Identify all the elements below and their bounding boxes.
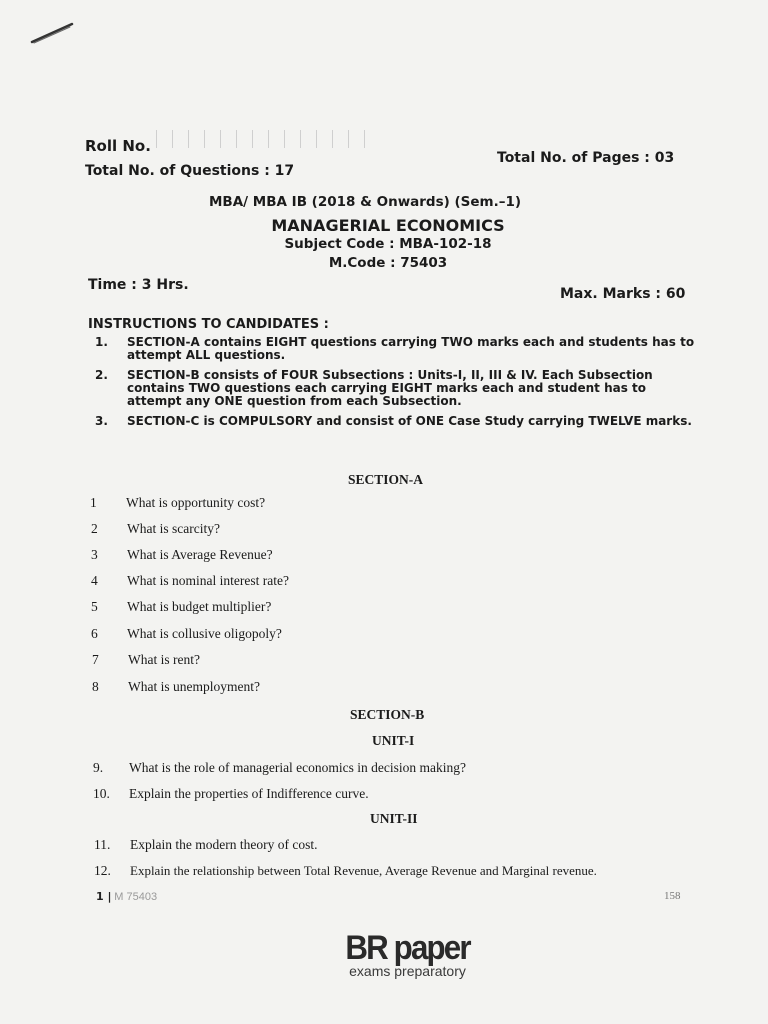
total-pages: Total No. of Pages : 03 [497, 150, 675, 166]
page-footer-left [96, 890, 157, 903]
total-questions: Total No. of Questions : 17 [85, 163, 295, 179]
page-number: 1 | [96, 890, 112, 903]
br-paper-logo [335, 931, 480, 979]
instruction-item: 3. SECTION-C is COMPULSORY and consist of ONE Case Study carrying TWELVE marks. [95, 414, 692, 428]
instruction-item: 1. SECTION-A contains EIGHT questions carrying TWO marks each and students has to attempt ALL questions. [95, 335, 695, 362]
section-a-heading: SECTION-A [348, 472, 424, 487]
logo-main-text: BR paper [345, 929, 470, 967]
exam-paper-page: Roll No. Total No. of Questions : 17 Total No. of Pages : 03 MBA/ MBA IB (2018 & Onwards) (Sem.–1) MANAGERIAL ECONOMICS Subject Code : MBA-102-18 M.Code : 75403 Time : 3 Hrs. Max. Marks : 60 INSTRUCTIONS TO CANDIDATES : 1. SECTION-A contains EIGHT questions carrying TWO marks each and students has to attempt ALL questions. 2. SECTION-B consists of FOUR Subsections : Units-I, II, III & IV. Each Subsection contains TWO questions each carrying EIGHT marks each and student has to attempt any ONE question from each Subsection. 3. SECTION-C is COMPULSORY and consist of ONE Case Study carrying TWELVE marks. SECTION-A 1 What is opportunity cost? 2 What is scarcity? 3 What is Average Revenue? 4 What is nominal interest rate? 5 What is budget multiplier? 6 What is collusive oligopoly? 7 What is rent? 8 What is unemployment? SECTION-B UNIT-I 9. What is the role of managerial economics in decision making? 10. Explain the properties of Indifference curve. UNIT-II 11. Explain the modern theory of cost. 12. Explain the relationship between Total Revenue, Average Revenue and Marginal revenue. 1 | M 75403 158 BR paper exams preparatory [0, 0, 768, 1024]
logo-sub-text: exams preparatory [349, 963, 466, 979]
roll-no-boxes [156, 130, 365, 148]
exam-time: Time : 3 Hrs. [88, 277, 189, 293]
footer-m-code: M 75403 [114, 891, 158, 903]
m-code: M.Code : 75403 [328, 255, 448, 271]
max-marks: Max. Marks : 60 [560, 286, 686, 302]
instruction-item: 2. SECTION-B consists of FOUR Subsections : Units-I, II, III & IV. Each Subsection contains TWO questions each carrying EIGHT marks each and student has to attempt any ONE question from each Subsection. [95, 368, 653, 408]
footer-right-number: 158 [664, 890, 681, 902]
subject-title: MANAGERIAL ECONOMICS [271, 216, 505, 235]
unit-2-heading: UNIT-II [370, 811, 418, 826]
pen-stroke-mark [28, 18, 78, 48]
course-title: MBA/ MBA IB (2018 & Onwards) (Sem.–1) [209, 194, 522, 210]
subject-code: Subject Code : MBA-102-18 [284, 236, 492, 252]
instructions-heading: INSTRUCTIONS TO CANDIDATES : [88, 317, 329, 332]
roll-no-label: Roll No. [85, 137, 151, 155]
section-b-heading: SECTION-B [350, 707, 425, 722]
unit-1-heading: UNIT-I [372, 733, 415, 748]
